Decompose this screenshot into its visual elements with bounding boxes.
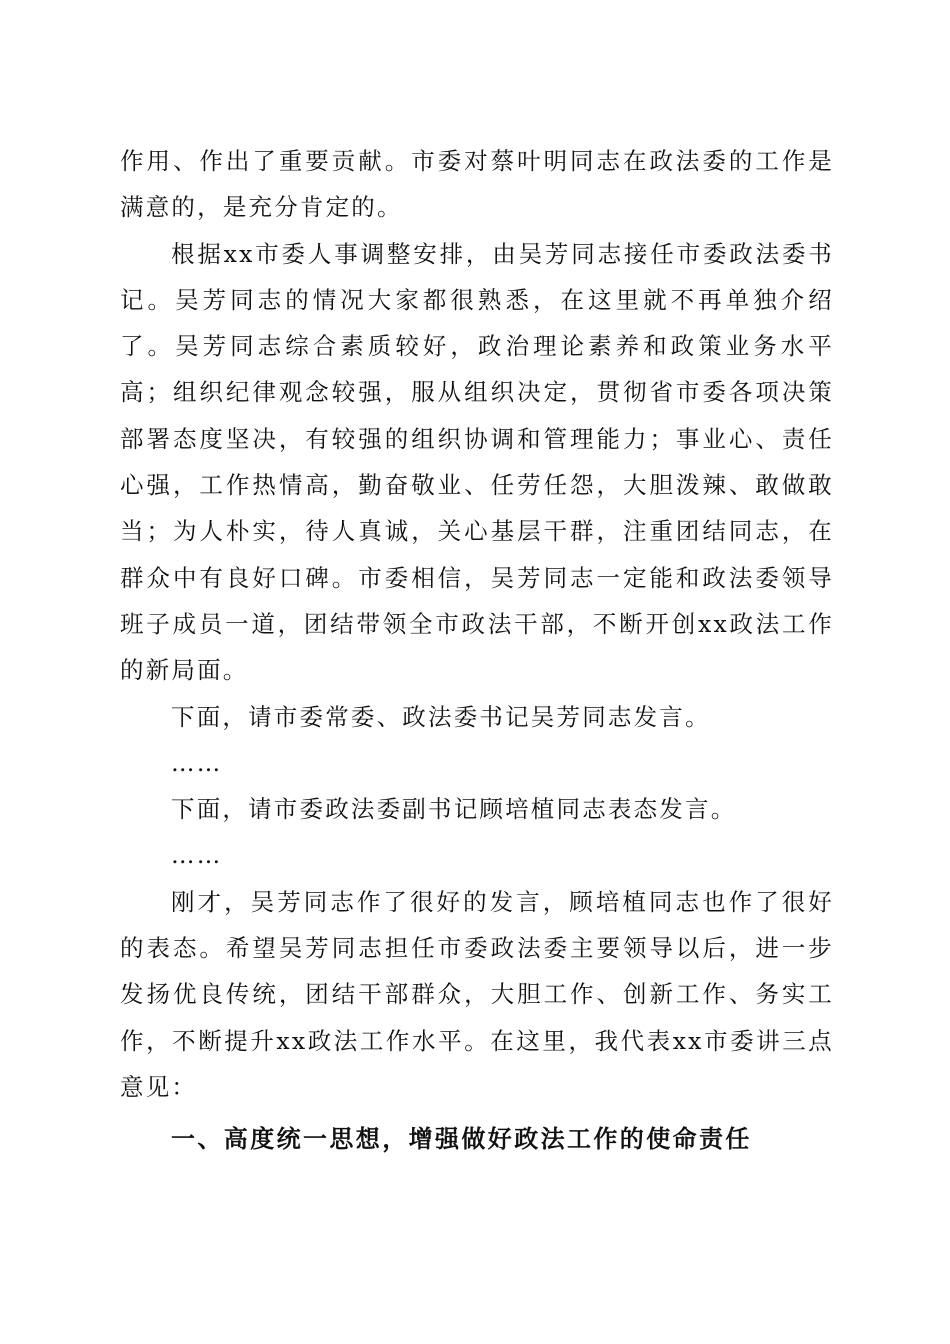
ellipsis-1: …… [171,748,223,777]
document-body [120,138,834,1163]
paragraph-4: 下面，请市委政法委副书记顾培植同志表态发言。 [171,795,737,824]
paragraph-1: 作用、作出了重要贡献。市委对蔡叶明同志在政法委的工作是满意的，是充分肯定的。 [120,147,834,222]
section-heading: 一、高度统一思想，增强做好政法工作的使命责任 [171,1125,752,1154]
ellipsis-2: …… [171,841,223,870]
paragraph-2: 根据xx市委人事调整安排，由吴芳同志接任市委政法委书记。吴芳同志的情况大家都很熟悉，在这里就不再单独介绍了。吴芳同志综合素质较好，政治理论素养和政策业务水平高；组织纪律观念较强，服从组织决定，贯彻省市委各项决策部署态度坚决，有较强的组织协调和管理能力；事业心、责任心强，工作热情高，勤奋敬业、任劳任怨，大胆泼辣、敢做敢当；为人朴实，待人真诚，关心基层干群，注重团结同志，在群众中有良好口碑。市委相信，吴芳同志一定能和政法委领导班子成员一道，团结带领全市政法干部，不断开创xx政法工作的新局面。 [120,239,834,685]
paragraph-3: 下面，请市委常委、政法委书记吴芳同志发言。 [171,702,711,731]
paragraph-5: 刚才，吴芳同志作了很好的发言，顾培植同志也作了很好的表态。希望吴芳同志担任市委政法委主要领导以后，进一步发扬优良传统，团结干部群众，大胆工作、创新工作、务实工作，不断提升xx政法工作水平。在这里，我代表xx市委讲三点意见： [120,887,834,1101]
